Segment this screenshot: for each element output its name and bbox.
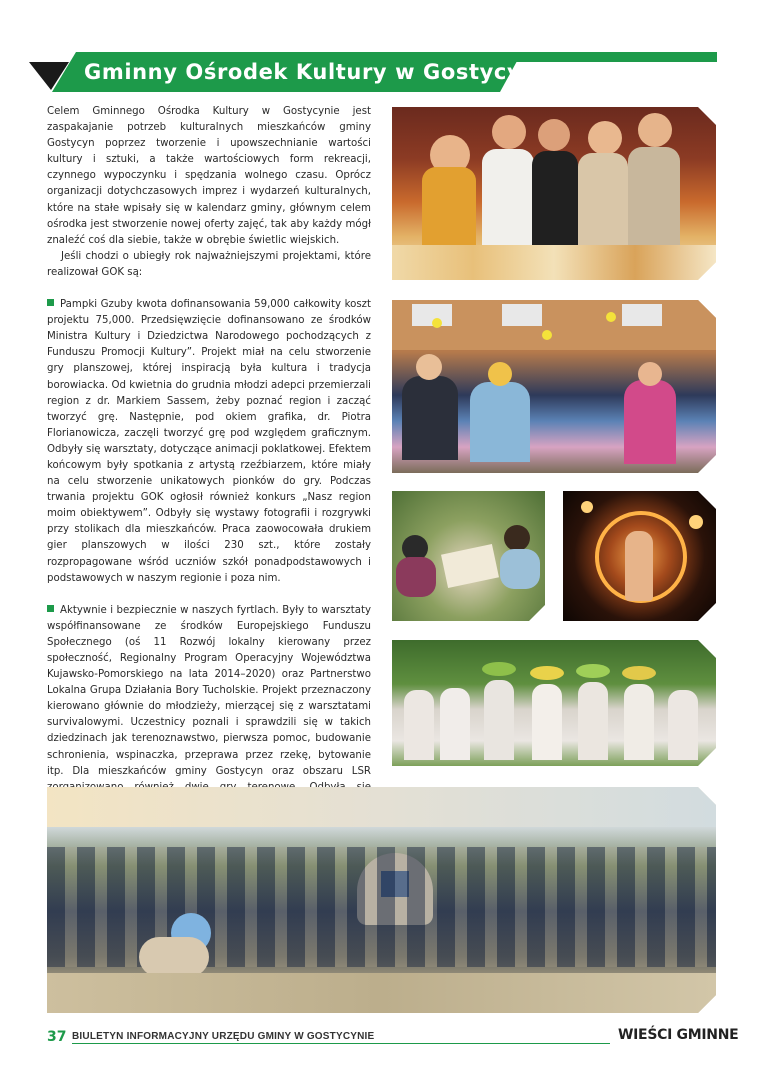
photo-girls-flower-wreaths [392,640,716,766]
publication-name: BIULETYN INFORMACYJNY URZĘDU GMINY W GOSTYCYNIE [72,1031,375,1042]
photo-women-with-pastries [392,107,716,280]
footer-divider [72,1043,610,1044]
brand-logo: WIEŚCI GMINNE [618,1027,739,1043]
bullet-square-icon [47,299,54,306]
bullet-square-icon [47,605,54,612]
page-title: Gminny Ośrodek Kultury w Gostycynie [84,60,560,84]
article-body [47,104,371,828]
project-text: Aktywnie i bezpiecznie w naszych fyrtlach. Były to warsztaty współfinansowane ze środków Europejskiego Funduszu Społecznego (oś 11 Rozwój lokalny kierowany przez społeczność, Regionalny Program Operacyjny Województwa Kujawsko-Pomorskiego na lata 2014–2020) oraz Partnerstwo Lokalna Grupa Działania Bory Tucholskie. Projekt przeznaczony kierowano głównie do młodzieży, mierzącej się z warsztatami survivalowymi. Uczestnicy poznali i sprawdzili się w takich dziedzinach jak terenoznawstwo, pierwsza pomoc, budowanie schronienia, wspinaczka, przeprawa przez rzekę, bytowanie itp. Dla mieszkańców gminy Gostycyn oraz obszaru LSR [47,604,371,777]
project-item [47,297,371,587]
project-text: Pampki Gzuby kwota dofinansowania 59,000 całkowity koszt projektu 75,000. Przedsięwzięcie dofinansowano ze środków Ministra Kultury i Dziedzictwa Narodowego pochodzących z Funduszu Promocji Kultury”. Projekt miał na celu stworzenie gry planszowej, której inspiracją była kultura i tradycja borowiacka. Od kwietnia do grudnia młodzi adepci przemierzali region z dr. Markiem Sassem, żeby poznać region i zacząć tworzyć grę. Następnie, pod okiem grafika, dr. Piotra Florianowicza, zaczęli tworzyć grę pod względem graficznym. Odbyły się warsztaty, dotyczące animacji poklatkowej. Efektem końcowym były spotkania z artystą rzeźbiarzem, które miały na celu stworzenie unikatowych pionków do gry. Podczas trwania projektu GOK ogłosił również konkurs „Nasz region moim obiektywem”. Odbyły się wystawy fotografii i rozgrywki przy stolikach dla mieszkańców. Praca zaowocowała drukiem gier planszowych w ilości 230 szt., które zostały rozpropagowane wśród uczniów szkół ponadpodstawowych i podstawowych w naszym regionie i poza nim. [47,299,371,584]
intro-paragraph: Celem Gminnego Ośrodka Kultury w Gostycynie jest zaspakajanie potrzeb kulturalnych mieszkańców gminy Gostycyn poprzez tworzenie i upowszechnianie wartości kultury i sztuki, a także wartościowych form rekreacji, czynnego wypoczynku i spędzania wolnego czasu. Oprócz organizacji dotychczasowych imprez i wydarzeń kulturalnych, które na stałe wpisały się w kalendarz gminy, głównym celem ośrodka jest stworzenie nowej oferty zajęć, tak aby każdy mógł znaleźć coś dla siebie, także w obrębie świetlic wiejskich. [47,106,371,246]
photo-fire-show-performer [563,491,716,621]
photo-group-by-memorial-stone [47,787,716,1013]
photo-board-game-on-grass [392,491,545,621]
lead-paragraph: Jeśli chodzi o ubiegły rok najważniejszymi projektami, które realizował GOK są: [47,250,371,278]
page-number: 37 [47,1029,67,1045]
photo-children-with-flowers [392,300,716,473]
